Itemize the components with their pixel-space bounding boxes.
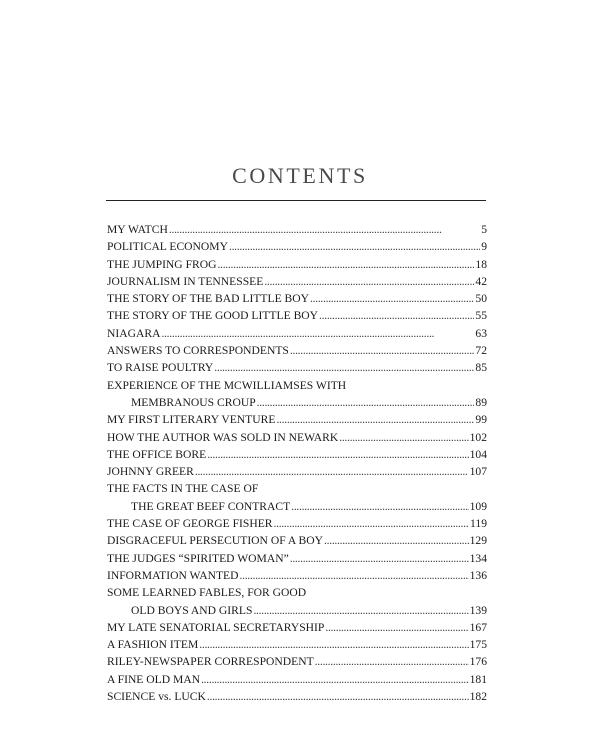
toc-entry <box>107 619 487 636</box>
toc-entry-row <box>107 602 487 619</box>
dot-leader <box>253 602 468 619</box>
page-title: CONTENTS <box>232 163 368 188</box>
toc-entry-row <box>107 359 487 376</box>
toc-entry <box>107 446 487 463</box>
toc-entry-page-number: 18 <box>475 257 487 271</box>
dot-leader <box>276 411 474 428</box>
toc-entry-page-number: 182 <box>469 690 487 704</box>
dot-leader <box>324 532 469 549</box>
toc-entry-row <box>107 532 487 549</box>
dot-leader <box>291 498 468 515</box>
dot-leader <box>310 290 474 307</box>
toc-entry <box>107 273 487 290</box>
toc-entry-page-number: 107 <box>469 465 487 479</box>
toc-entry <box>107 550 487 567</box>
toc-entry-title: JOURNALISM IN TENNESSEE <box>107 274 264 288</box>
toc-entry-page-number: 176 <box>469 655 487 669</box>
dot-leader <box>214 359 474 376</box>
toc-entry <box>107 480 487 515</box>
toc-entry-page-number: 85 <box>475 361 487 375</box>
toc-entry-page-number: 89 <box>475 395 487 409</box>
toc-entry-title: HOW THE AUTHOR WAS SOLD IN NEWARK <box>107 430 339 444</box>
toc-entry-page-number: 139 <box>469 603 487 617</box>
dot-leader <box>207 688 469 705</box>
toc-entry-row <box>107 429 487 446</box>
toc-entry-page-number: 136 <box>469 568 487 582</box>
toc-entry <box>107 256 487 273</box>
toc-entry-title: OLD BOYS AND GIRLS <box>131 603 253 617</box>
toc-entry-page-number: 181 <box>469 672 487 686</box>
toc-entry-title: SCIENCE vs. LUCK <box>107 690 206 704</box>
toc-entry <box>107 325 487 342</box>
toc-entry-page-number: 72 <box>475 344 487 358</box>
toc-entry-title: POLITICAL ECONOMY <box>107 240 228 254</box>
toc-entry-page-number: 129 <box>469 534 487 548</box>
dot-leader <box>290 342 475 359</box>
toc-entry-title: MY FIRST LITERARY VENTURE <box>107 413 276 427</box>
dot-leader <box>240 567 469 584</box>
dot-leader <box>257 394 475 411</box>
dot-leader <box>169 221 480 238</box>
toc-entry-title: THE OFFICE BORE <box>107 447 207 461</box>
toc-entry-row <box>107 411 487 428</box>
toc-entry-title: MY WATCH <box>107 223 168 236</box>
toc-entry-title-line: EXPERIENCE OF THE MCWILLIAMSES WITH <box>107 378 347 392</box>
toc-entry-page-number: 167 <box>469 620 487 634</box>
dot-leader <box>207 446 468 463</box>
toc-entry <box>107 359 487 376</box>
toc-entry-row <box>107 307 487 324</box>
dot-leader <box>319 307 474 324</box>
toc-entry-title: NIAGARA <box>107 326 161 340</box>
toc-entry-page-number: 63 <box>475 326 487 340</box>
toc-entry-title: MEMBRANOUS CROUP <box>131 395 256 409</box>
toc-entry-title-line: SOME LEARNED FABLES, FOR GOOD <box>107 586 307 600</box>
toc-entry-page-number: 9 <box>481 240 487 254</box>
toc-entry-title: DISGRACEFUL PERSECUTION OF A BOY <box>107 534 324 548</box>
dot-leader <box>201 671 469 688</box>
toc-entry-page-number: 119 <box>470 517 487 531</box>
toc-entry <box>107 463 487 480</box>
toc-entry-title: RILEY-NEWSPAPER CORRESPONDENT <box>107 655 314 669</box>
toc-entry-title: INFORMATION WANTED <box>107 568 239 582</box>
toc-entry-page-number: 99 <box>475 413 487 427</box>
toc-entry-title: A FINE OLD MAN <box>107 672 201 686</box>
toc-entry <box>107 411 487 428</box>
toc-entry <box>107 653 487 670</box>
toc-entry-row <box>107 342 487 359</box>
toc-entry <box>107 238 487 255</box>
toc-entry-row <box>107 325 487 342</box>
toc-entry-row <box>107 550 487 567</box>
dot-leader <box>195 463 469 480</box>
toc-entry-row <box>107 636 487 653</box>
dot-leader <box>315 653 469 670</box>
toc-entry-page-number: 104 <box>469 447 487 461</box>
toc-entry <box>107 671 487 688</box>
toc-entry-title: THE JUMPING FROG <box>107 257 217 271</box>
toc-entry-title: THE STORY OF THE GOOD LITTLE BOY <box>107 309 319 323</box>
toc-entry <box>107 636 487 653</box>
toc-entry-title: JOHNNY GREER <box>107 465 194 479</box>
toc-entry-row <box>107 688 487 705</box>
toc-entry-page-number: 109 <box>469 499 487 513</box>
toc-entry <box>107 584 487 619</box>
toc-entry-page-number: 5 <box>481 223 487 236</box>
title-divider <box>106 200 486 201</box>
toc-entry-title: THE STORY OF THE BAD LITTLE BOY <box>107 292 310 306</box>
toc-entry-page-number: 42 <box>475 274 487 288</box>
dot-leader <box>229 238 480 255</box>
toc-entry-title: ANSWERS TO CORRESPONDENTS <box>107 344 289 358</box>
toc-entry-row <box>107 273 487 290</box>
toc-entry-row <box>107 238 487 255</box>
toc-entry-title: THE CASE OF GEORGE FISHER <box>107 517 273 531</box>
toc-entry-row <box>107 446 487 463</box>
toc-entry-page-number: 50 <box>475 292 487 306</box>
toc-entry-title-line: THE FACTS IN THE CASE OF <box>107 482 259 496</box>
toc-entry-row <box>107 290 487 307</box>
toc-entry <box>107 688 487 705</box>
toc-entry <box>107 515 487 532</box>
toc-entry-row <box>107 567 487 584</box>
dot-leader <box>161 325 474 342</box>
toc-entry-page-number: 102 <box>469 430 487 444</box>
toc-entry-row <box>107 498 487 515</box>
toc-entry <box>107 532 487 549</box>
toc-entry-page-number: 55 <box>475 309 487 323</box>
toc-entry-page-number: 134 <box>469 551 487 565</box>
toc-entry <box>107 377 487 412</box>
toc-entry <box>107 342 487 359</box>
dot-leader <box>290 550 469 567</box>
toc-entry-row <box>107 619 487 636</box>
toc-entry-row <box>107 463 487 480</box>
toc-entry <box>107 307 487 324</box>
toc-entry-title: A FASHION ITEM <box>107 638 199 652</box>
toc-entry-row <box>107 671 487 688</box>
toc-entry <box>107 429 487 446</box>
toc-entry <box>107 290 487 307</box>
dot-leader <box>339 429 468 446</box>
dot-leader <box>218 256 475 273</box>
dot-leader <box>199 636 468 653</box>
dot-leader <box>264 273 474 290</box>
dot-leader <box>325 619 468 636</box>
toc-entry-row <box>107 221 487 238</box>
toc-entry <box>107 567 487 584</box>
toc-entry-page-number: 175 <box>469 638 487 652</box>
toc-entry-row <box>107 515 487 532</box>
dot-leader <box>274 515 469 532</box>
toc-entry-title: THE JUDGES “SPIRITED WOMAN” <box>107 551 289 565</box>
toc-entry-title: TO RAISE POULTRY <box>107 361 214 375</box>
toc-entry-row <box>107 394 487 411</box>
toc-entry-row <box>107 653 487 670</box>
toc-entry <box>107 221 487 238</box>
toc-entry-title: THE GREAT BEEF CONTRACT <box>131 499 291 513</box>
toc-entry-title: MY LATE SENATORIAL SECRETARYSHIP <box>107 620 325 634</box>
table-of-contents <box>107 221 487 705</box>
toc-entry-row <box>107 256 487 273</box>
